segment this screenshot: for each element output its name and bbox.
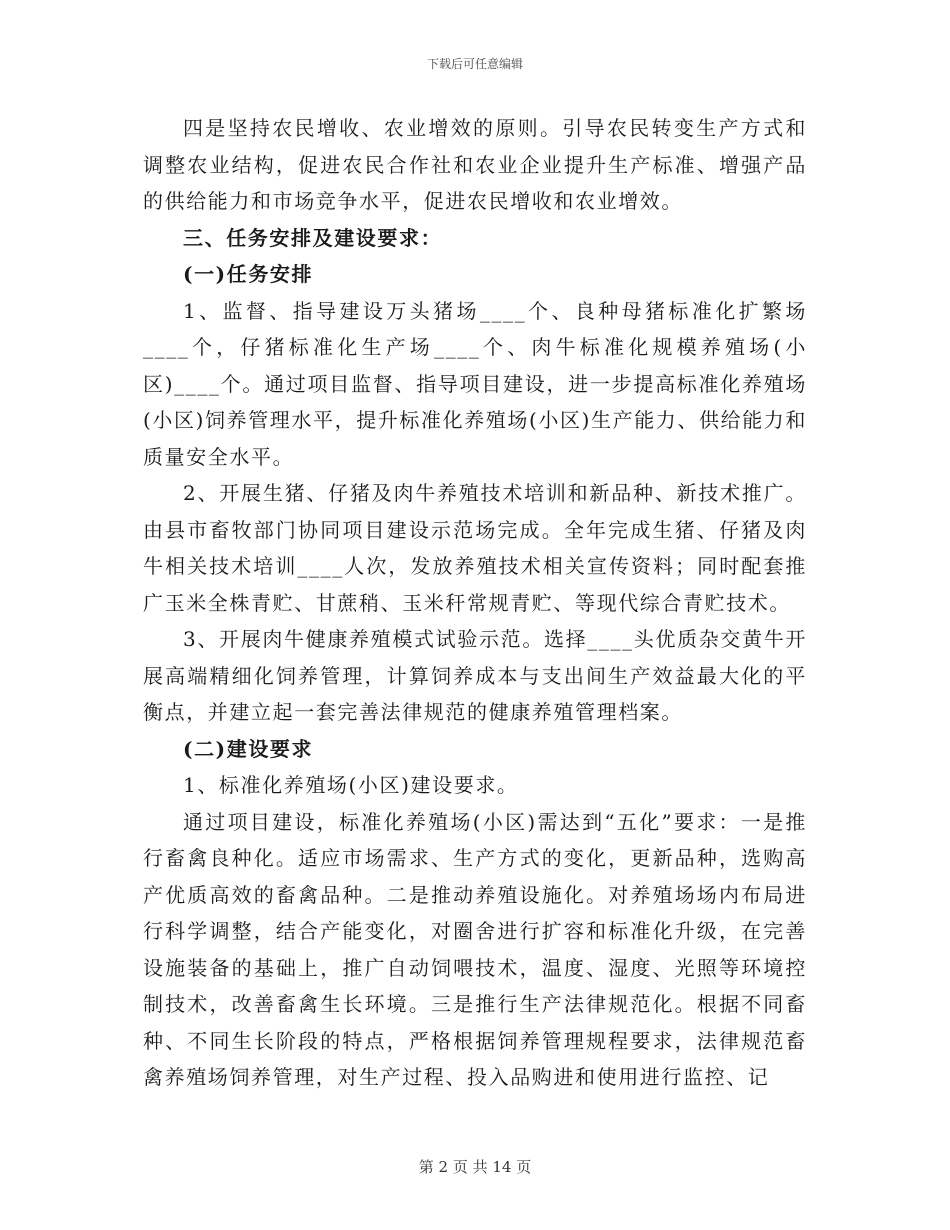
page-header: 下载后可任意编辑: [426, 57, 523, 71]
paragraph-principle-four: 四是坚持农民增收、农业增效的原则。引导农民转变生产方式和调整农业结构，促进农民合作社和农业企业提升生产标准、增强产品的供给能力和市场竞争水平，促进农民增收和农业增效。: [143, 116, 807, 213]
paragraph-requirement-1: 1、标准化养殖场(小区)建设要求。: [183, 773, 519, 797]
document-body: [143, 110, 807, 1096]
paragraph-five-standards: 通过项目建设，标准化养殖场(小区)需达到“五化”要求：一是推行畜禽良种化。适应市场需求、生产方式的变化，更新品种，选购高产优质高效的畜禽品种。二是推动养殖设施化。对养殖场场内布局进行科学调整，结合产能变化，对圈舍进行扩容和标准化升级，在完善设施装备的基础上，推广自动饲喂技术，温度、湿度、光照等环境控制技术，改善畜禽生长环境。三是推行生产法律规范化。根据不同畜种、不同生长阶段的特点，严格根据饲养管理规程要求，法律规范畜禽养殖场饲养管理，对生产过程、投入品购进和使用进行监控、记: [143, 809, 807, 1089]
subheading-construction-requirements: (二)建设要求: [183, 736, 314, 761]
subheading-task-arrangement: (一)任务安排: [183, 262, 314, 286]
paragraph-task-1: 1、监督、指导建设万头猪场____个、良种母猪标准化扩繁场____个，仔猪标准化生产场____个、肉牛标准化规模养殖场(小区)____个。通过项目监督、指导项目建设，进一步提高标准化养殖场(小区)饲养管理水平，提升标准化养殖场(小区)生产能力、供给能力和质量安全水平。: [143, 298, 808, 469]
section-heading-tasks: 三、任务安排及建设要求：: [183, 225, 443, 250]
page-footer: 第 2 页 共 14 页: [418, 1158, 532, 1176]
paragraph-task-2: 2、开展生猪、仔猪及肉牛养殖技术培训和新品种、新技术推广。由县市畜牧部门协同项目建设示范场完成。全年完成生猪、仔猪及肉牛相关技术培训____人次，发放养殖技术相关宣传资料；同时配套推广玉米全株青贮、甘蔗稍、玉米秆常规青贮、等现代综合青贮技术。: [143, 481, 807, 615]
paragraph-task-3: 3、开展肉牛健康养殖模式试验示范。选择____头优质杂交黄牛开展高端精细化饲养管理，计算饲养成本与支出间生产效益最大化的平衡点，并建立起一套完善法律规范的健康养殖管理档案。: [143, 627, 807, 724]
